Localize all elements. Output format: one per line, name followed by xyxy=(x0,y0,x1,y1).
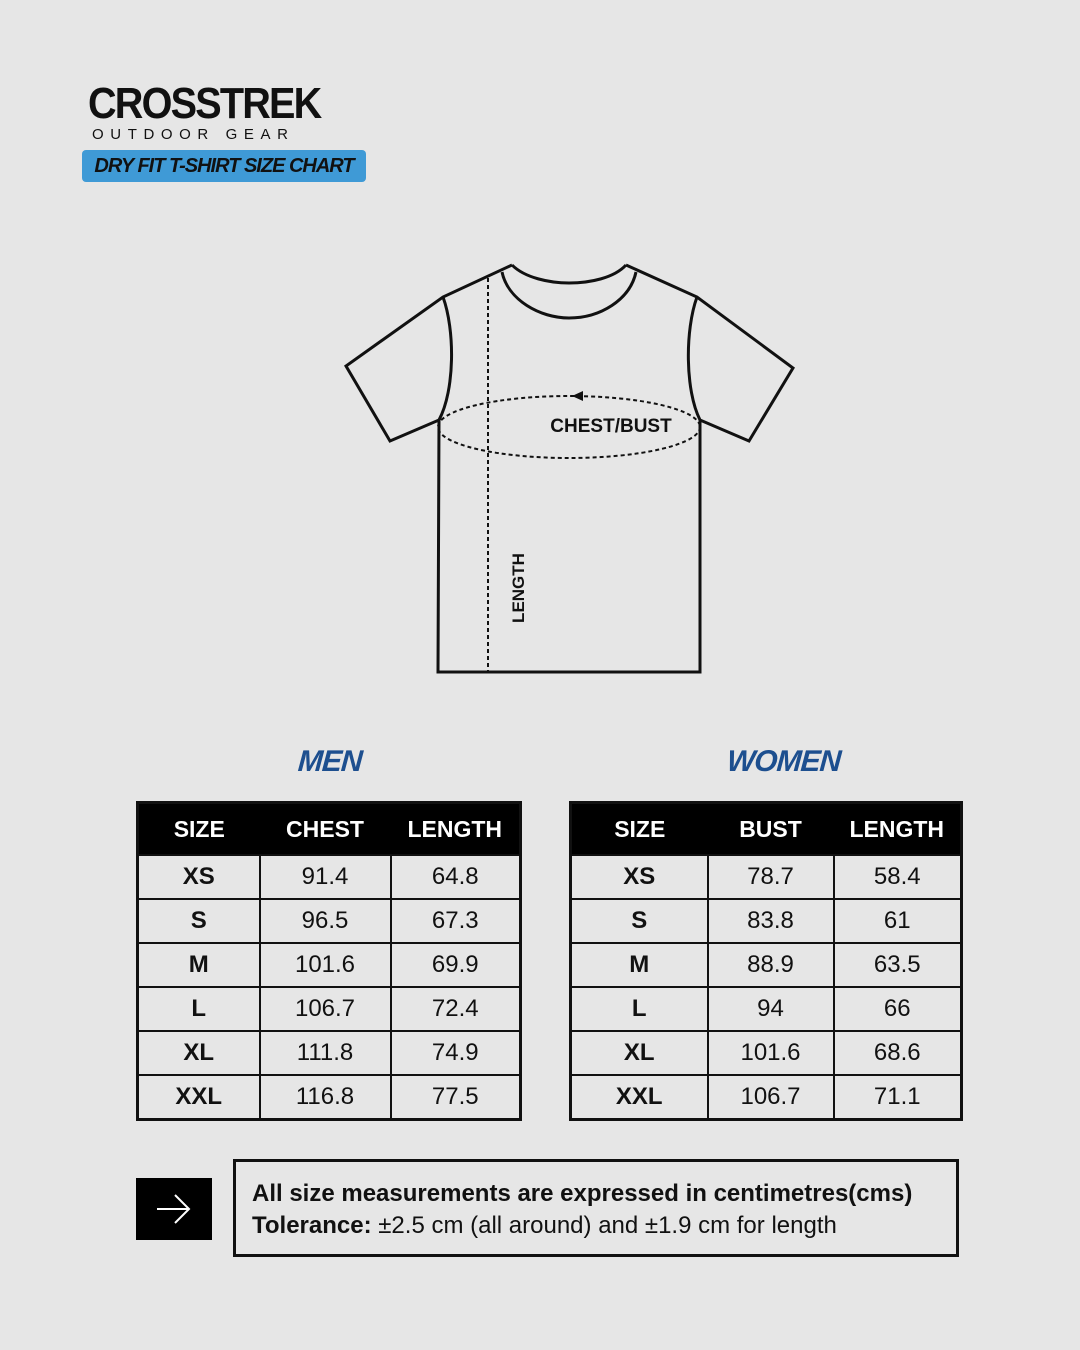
table-header-row xyxy=(571,803,962,856)
size-cell: M xyxy=(138,943,260,987)
brand-name: CROSSTREK xyxy=(88,79,321,128)
note-tolerance xyxy=(252,1212,837,1240)
measurement-note xyxy=(233,1159,959,1257)
length-cell: 58.4 xyxy=(834,855,962,899)
size-cell: XS xyxy=(138,855,260,899)
size-cell: XL xyxy=(138,1031,260,1075)
table-row xyxy=(571,855,962,899)
header-length: LENGTH xyxy=(834,803,962,856)
length-label: LENGTH xyxy=(509,553,528,623)
bust-cell: 83.8 xyxy=(708,899,834,943)
size-cell: M xyxy=(571,943,708,987)
length-cell: 66 xyxy=(834,987,962,1031)
bust-cell: 88.9 xyxy=(708,943,834,987)
bust-cell: 78.7 xyxy=(708,855,834,899)
size-cell: L xyxy=(571,987,708,1031)
header-bust: BUST xyxy=(708,803,834,856)
header-chest: CHEST xyxy=(260,803,391,856)
tolerance-label: Tolerance: xyxy=(252,1212,372,1239)
table-row xyxy=(138,1075,521,1120)
men-size-table xyxy=(136,801,522,1121)
length-cell: 74.9 xyxy=(391,1031,521,1075)
length-cell: 64.8 xyxy=(391,855,521,899)
chest-cell: 101.6 xyxy=(260,943,391,987)
length-cell: 68.6 xyxy=(834,1031,962,1075)
table-row xyxy=(138,943,521,987)
table-row xyxy=(571,899,962,943)
chest-label: CHEST/BUST xyxy=(550,416,672,437)
table-row xyxy=(138,1031,521,1075)
length-cell: 72.4 xyxy=(391,987,521,1031)
bust-cell: 106.7 xyxy=(708,1075,834,1120)
chest-cell: 106.7 xyxy=(260,987,391,1031)
chest-cell: 91.4 xyxy=(260,855,391,899)
women-size-table xyxy=(569,801,963,1121)
size-cell: XS xyxy=(571,855,708,899)
size-cell: S xyxy=(571,899,708,943)
table-row xyxy=(138,899,521,943)
size-cell: XL xyxy=(571,1031,708,1075)
tshirt-outline xyxy=(346,265,793,672)
chest-cell: 116.8 xyxy=(260,1075,391,1120)
header-size: SIZE xyxy=(138,803,260,856)
bust-cell: 101.6 xyxy=(708,1031,834,1075)
note-units: All size measurements are expressed in centimetres(cms) xyxy=(252,1180,913,1207)
length-cell: 61 xyxy=(834,899,962,943)
length-cell: 63.5 xyxy=(834,943,962,987)
table-row xyxy=(571,1031,962,1075)
table-row xyxy=(138,987,521,1031)
size-cell: L xyxy=(138,987,260,1031)
length-cell: 77.5 xyxy=(391,1075,521,1120)
next-button[interactable] xyxy=(136,1178,212,1240)
table-row xyxy=(571,1075,962,1120)
men-title: MEN xyxy=(296,745,363,778)
table-header-row xyxy=(138,803,521,856)
tshirt-diagram xyxy=(330,255,800,685)
header-size: SIZE xyxy=(571,803,708,856)
header-length: LENGTH xyxy=(391,803,521,856)
table-row xyxy=(571,987,962,1031)
women-title: WOMEN xyxy=(725,745,842,778)
table-row xyxy=(571,943,962,987)
length-cell: 71.1 xyxy=(834,1075,962,1120)
arrow-right-icon xyxy=(154,1192,194,1226)
length-cell: 67.3 xyxy=(391,899,521,943)
size-cell: XXL xyxy=(138,1075,260,1120)
tolerance-text: ±2.5 cm (all around) and ±1.9 cm for length xyxy=(371,1212,837,1239)
size-cell: S xyxy=(138,899,260,943)
brand-logo xyxy=(88,80,346,143)
length-cell: 69.9 xyxy=(391,943,521,987)
chart-label-badge: DRY FIT T-SHIRT SIZE CHART xyxy=(82,150,366,182)
chest-arrow-icon xyxy=(572,391,583,401)
size-cell: XXL xyxy=(571,1075,708,1120)
tshirt-collar xyxy=(512,265,626,283)
table-row xyxy=(138,855,521,899)
bust-cell: 94 xyxy=(708,987,834,1031)
chest-cell: 96.5 xyxy=(260,899,391,943)
brand-tagline: OUTDOOR GEAR xyxy=(92,126,295,143)
chest-cell: 111.8 xyxy=(260,1031,391,1075)
